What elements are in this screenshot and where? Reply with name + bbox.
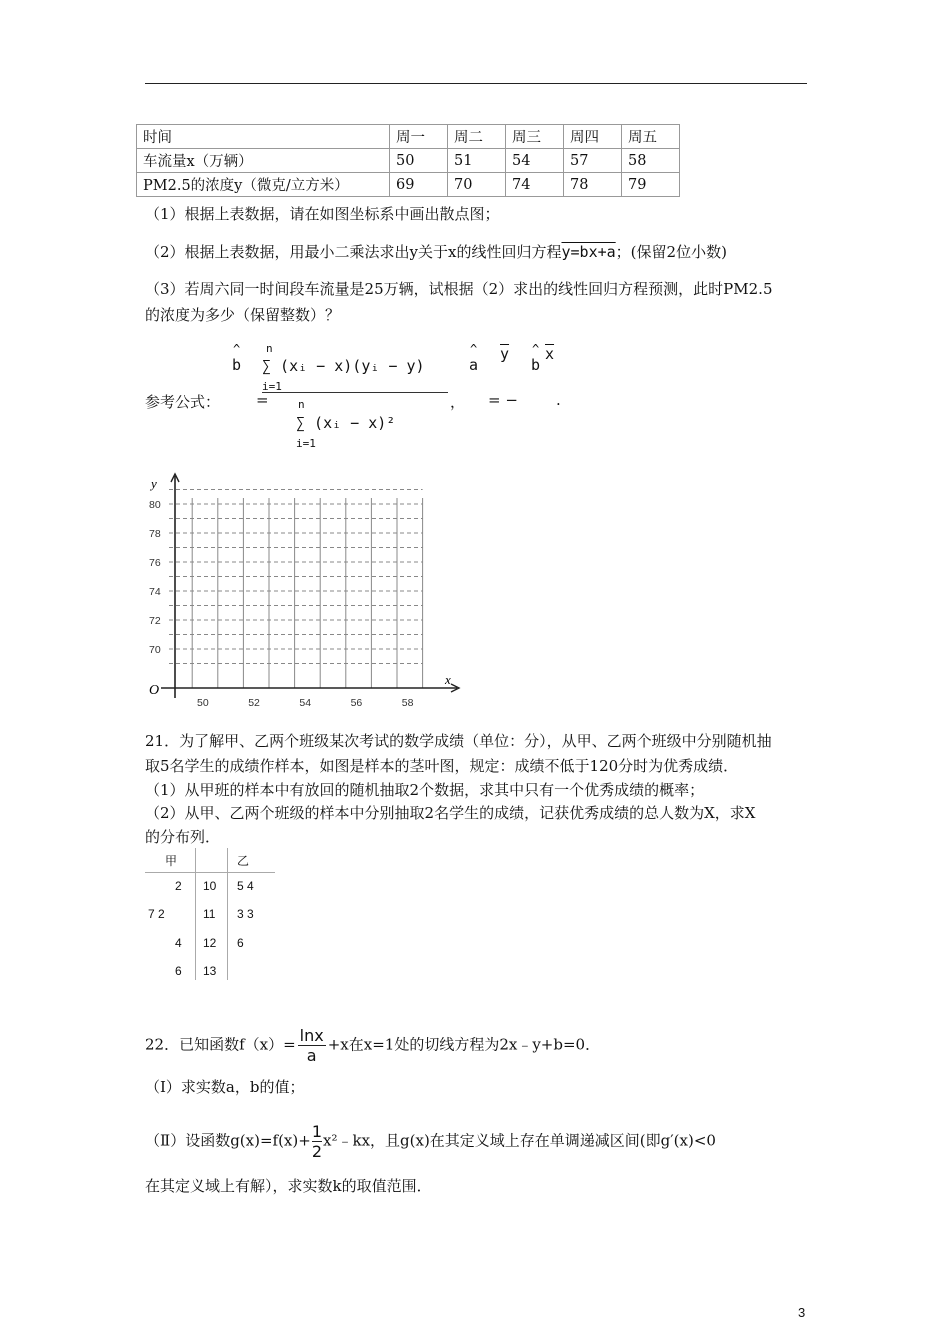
table-cell: 70	[448, 173, 506, 197]
header-rule	[145, 83, 807, 84]
table-cell: 79	[622, 173, 680, 197]
stem: 11	[203, 907, 216, 921]
chart-axes	[161, 474, 459, 698]
table-row	[137, 149, 680, 173]
stem: 13	[203, 964, 217, 978]
q21-line3: （1）从甲班的样本中有放回的随机抽取2个数据，求其中只有一个优秀成绩的概率；	[145, 781, 705, 799]
q20-part2-note: ；(保留2位小数)	[615, 243, 727, 261]
stem: 12	[203, 936, 217, 950]
stem-leaf-divider	[195, 848, 196, 980]
leaf-left: 4	[175, 936, 182, 950]
q22-part2-text: （Ⅱ）设函数g(x)=f(x)+	[145, 1131, 311, 1150]
q21-line1: 21．为了解甲、乙两个班级某次考试的数学成绩（单位：分），从甲、乙两个班级中分别随机抽	[145, 732, 772, 750]
origin-label: O	[149, 683, 160, 698]
q20-part1: （1）根据上表数据，请在如图坐标系中画出散点图；	[145, 205, 500, 223]
sum-upper-limit-2: n	[298, 398, 305, 411]
q20-part2-text: （2）根据上表数据，用最小二乘法求出y关于x的线性回归方程	[145, 243, 562, 261]
x-tick-label: 52	[248, 697, 260, 709]
table-cell: 50	[390, 149, 448, 173]
y-tick-label: 72	[149, 615, 161, 627]
table-cell: 74	[506, 173, 564, 197]
b-hat-symbol: ^ b	[232, 342, 242, 374]
sum-upper-limit: n	[266, 342, 273, 355]
table-cell: 57	[564, 149, 622, 173]
q20-part2	[145, 241, 727, 262]
table-cell: PM2.5的浓度y（微克/立方米）	[137, 173, 390, 197]
stem: 10	[203, 879, 217, 893]
stem-leaf-head-right: 乙	[237, 854, 250, 868]
q22-line1-text: 22．已知函数f（x）=	[145, 1035, 296, 1054]
stem-leaf-plot	[145, 848, 275, 980]
chart-ticks	[149, 476, 451, 709]
x-tick-label: 56	[350, 697, 363, 709]
table-cell: 58	[622, 149, 680, 173]
a-hat: a	[469, 356, 479, 374]
formula-numerator: ∑ (xᵢ − x)(yᵢ − y)	[262, 357, 425, 375]
fraction-one-half	[312, 1122, 322, 1161]
table-cell: 时间	[137, 125, 390, 149]
leaf-left: 6	[175, 964, 182, 978]
stem-leaf-head-left: 甲	[165, 854, 178, 868]
table-cell: 51	[448, 149, 506, 173]
leaf-left: 2	[175, 879, 182, 893]
table-cell: 54	[506, 149, 564, 173]
q22-part1: （Ⅰ）求实数a，b的值；	[145, 1078, 305, 1096]
sum-lower-limit-2: i=1	[296, 437, 316, 450]
table-cell: 周五	[622, 125, 680, 149]
formula-label: 参考公式：	[145, 393, 221, 411]
q21-line2: 取5名学生的成绩作样本，如图是样本的茎叶图，规定：成绩不低于120分时为优秀成绩．	[145, 757, 739, 775]
fraction-numerator: 1	[311, 1122, 323, 1141]
table-cell: 周三	[506, 125, 564, 149]
y-bar: $\overline{y}$	[500, 345, 510, 363]
a-hat-symbol: ^ a	[469, 342, 479, 374]
comma: ，	[450, 393, 466, 411]
table-cell: 车流量x（万辆）	[137, 149, 390, 173]
table-cell: 78	[564, 173, 622, 197]
table-cell: 69	[390, 173, 448, 197]
q22-line1	[145, 1026, 600, 1065]
fraction-denominator: 2	[311, 1142, 323, 1161]
q21-line5: 的分布列．	[145, 828, 221, 846]
table-header-row	[137, 125, 680, 149]
q20-part3-line1: （3）若周六同一时间段车流量是25万辆，试根据（2）求出的线性回归方程预测，此时PM2.5	[145, 280, 773, 298]
x-axis-label: x	[445, 672, 451, 687]
formula-denominator: ∑ (xᵢ − x)²	[296, 414, 396, 432]
leaf-right: 5 4	[237, 879, 254, 893]
table-row	[137, 173, 680, 197]
stem-leaf-divider	[145, 872, 275, 873]
leaf-right: 6	[237, 936, 244, 950]
table-cell: 周二	[448, 125, 506, 149]
period: .	[556, 391, 561, 409]
q22-part2-line1	[145, 1122, 716, 1161]
q20-part3-line2: 的浓度为多少（保留整数）？	[145, 306, 341, 324]
fraction-bar	[262, 392, 448, 393]
fraction-lnx-over-a	[298, 1026, 326, 1065]
scatter-plot-axes	[145, 470, 465, 715]
page-number: 3	[798, 1305, 806, 1320]
b-hat: b	[232, 356, 242, 374]
fraction-denominator: a	[306, 1046, 317, 1065]
table-cell: 周一	[390, 125, 448, 149]
b-hat-x-symbol: ^ b	[531, 342, 541, 374]
regression-equation: y=bx+a	[561, 243, 616, 261]
x-tick-label: 58	[401, 697, 414, 709]
q21-line4: （2）从甲、乙两个班级的样本中分别抽取2名学生的成绩，记获优秀成绩的总人数为X，求X	[145, 804, 756, 822]
intercept-formula-ops: = −	[488, 391, 518, 409]
b-hat-2: b	[531, 356, 541, 374]
x-tick-label: 50	[197, 697, 209, 709]
table-cell: 周四	[564, 125, 622, 149]
q22-line1-text-2: +x在x=1处的切线方程为2x﹣y+b=0．	[327, 1035, 601, 1054]
traffic-pm25-table	[136, 124, 680, 197]
x-tick-label: 54	[299, 697, 312, 709]
leaf-left: 7 2	[148, 907, 165, 921]
y-axis-label: y	[151, 476, 157, 491]
y-tick-label: 78	[149, 528, 161, 540]
x-bar: $\overline{x}$	[545, 345, 555, 363]
chart-grid	[169, 490, 423, 689]
equals-sign: =	[256, 391, 269, 409]
q22-part2-line2: 在其定义域上有解），求实数k的取值范围．	[145, 1177, 432, 1195]
fraction-numerator: lnx	[299, 1026, 324, 1045]
y-tick-label: 74	[149, 586, 161, 598]
y-tick-label: 80	[149, 499, 161, 511]
sum-lower-limit: i=1	[262, 380, 282, 393]
y-tick-label: 76	[149, 557, 161, 569]
y-tick-label: 70	[149, 644, 161, 656]
leaf-right: 3 3	[237, 907, 254, 921]
stem-leaf-divider	[227, 848, 228, 980]
q22-part2-text-2: x²﹣kx，且g(x)在其定义域上存在单调递减区间(即g′(x)<0	[323, 1131, 716, 1150]
